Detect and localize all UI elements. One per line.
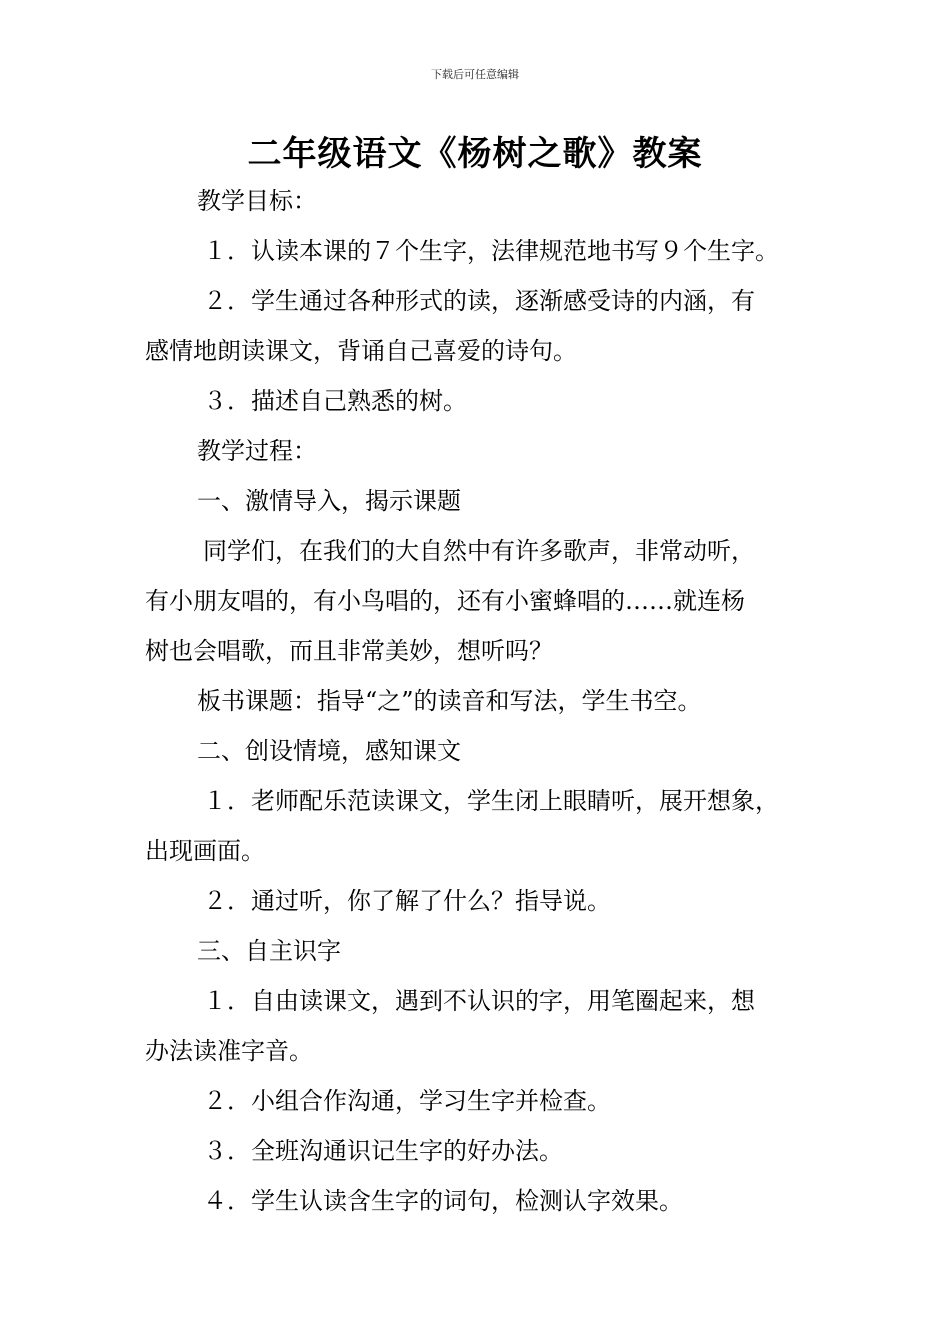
document-title: 二年级语文《杨树之歌》教案 — [247, 134, 703, 174]
section-heading-goals: 教学目标： — [197, 187, 317, 215]
section-heading-process: 教学过程： — [197, 437, 317, 465]
step-2-item-1-cont: 出现画面。 — [145, 837, 265, 865]
paragraph-intro: 同学们，在我们的大自然中有许多歌声，非常动听， — [203, 537, 755, 565]
step-3-item-1-cont: 办法读准字音。 — [145, 1037, 313, 1065]
step-3-item-4: ４．学生认读含生字的词句，检测认字效果。 — [203, 1187, 683, 1215]
step-3-item-2: ２．小组合作沟通，学习生字并检查。 — [203, 1087, 611, 1115]
goal-item-2-cont: 感情地朗读课文，背诵自己喜爱的诗句。 — [145, 337, 577, 365]
goal-item-1: １．认读本课的７个生字，法律规范地书写９个生字。 — [203, 237, 779, 265]
step-2-item-2: ２．通过听，你了解了什么？指导说。 — [203, 887, 611, 915]
goal-item-2: ２．学生通过各种形式的读，逐渐感受诗的内涵，有 — [203, 287, 755, 315]
paragraph-intro-cont-1: 有小朋友唱的，有小鸟唱的，还有小蜜蜂唱的……就连杨 — [145, 587, 745, 615]
step-3-item-1: １．自由读课文，遇到不认识的字，用笔圈起来，想 — [203, 987, 755, 1015]
paragraph-intro-cont-2: 树也会唱歌，而且非常美妙，想听吗？ — [145, 637, 553, 665]
page-header-note: 下载后可任意编辑 — [431, 68, 519, 81]
step-heading-1: 一、激情导入，揭示课题 — [197, 487, 461, 515]
step-heading-3: 三、自主识字 — [197, 937, 341, 965]
step-3-item-3: ３．全班沟通识记生字的好办法。 — [203, 1137, 563, 1165]
document-body — [145, 176, 815, 1226]
step-heading-2: 二、创设情境，感知课文 — [197, 737, 461, 765]
goal-item-3: ３．描述自己熟悉的树。 — [203, 387, 467, 415]
step-2-item-1: １．老师配乐范读课文，学生闭上眼睛听，展开想象， — [203, 787, 779, 815]
paragraph-board-title: 板书课题：指导“之”的读音和写法，学生书空。 — [197, 687, 702, 715]
